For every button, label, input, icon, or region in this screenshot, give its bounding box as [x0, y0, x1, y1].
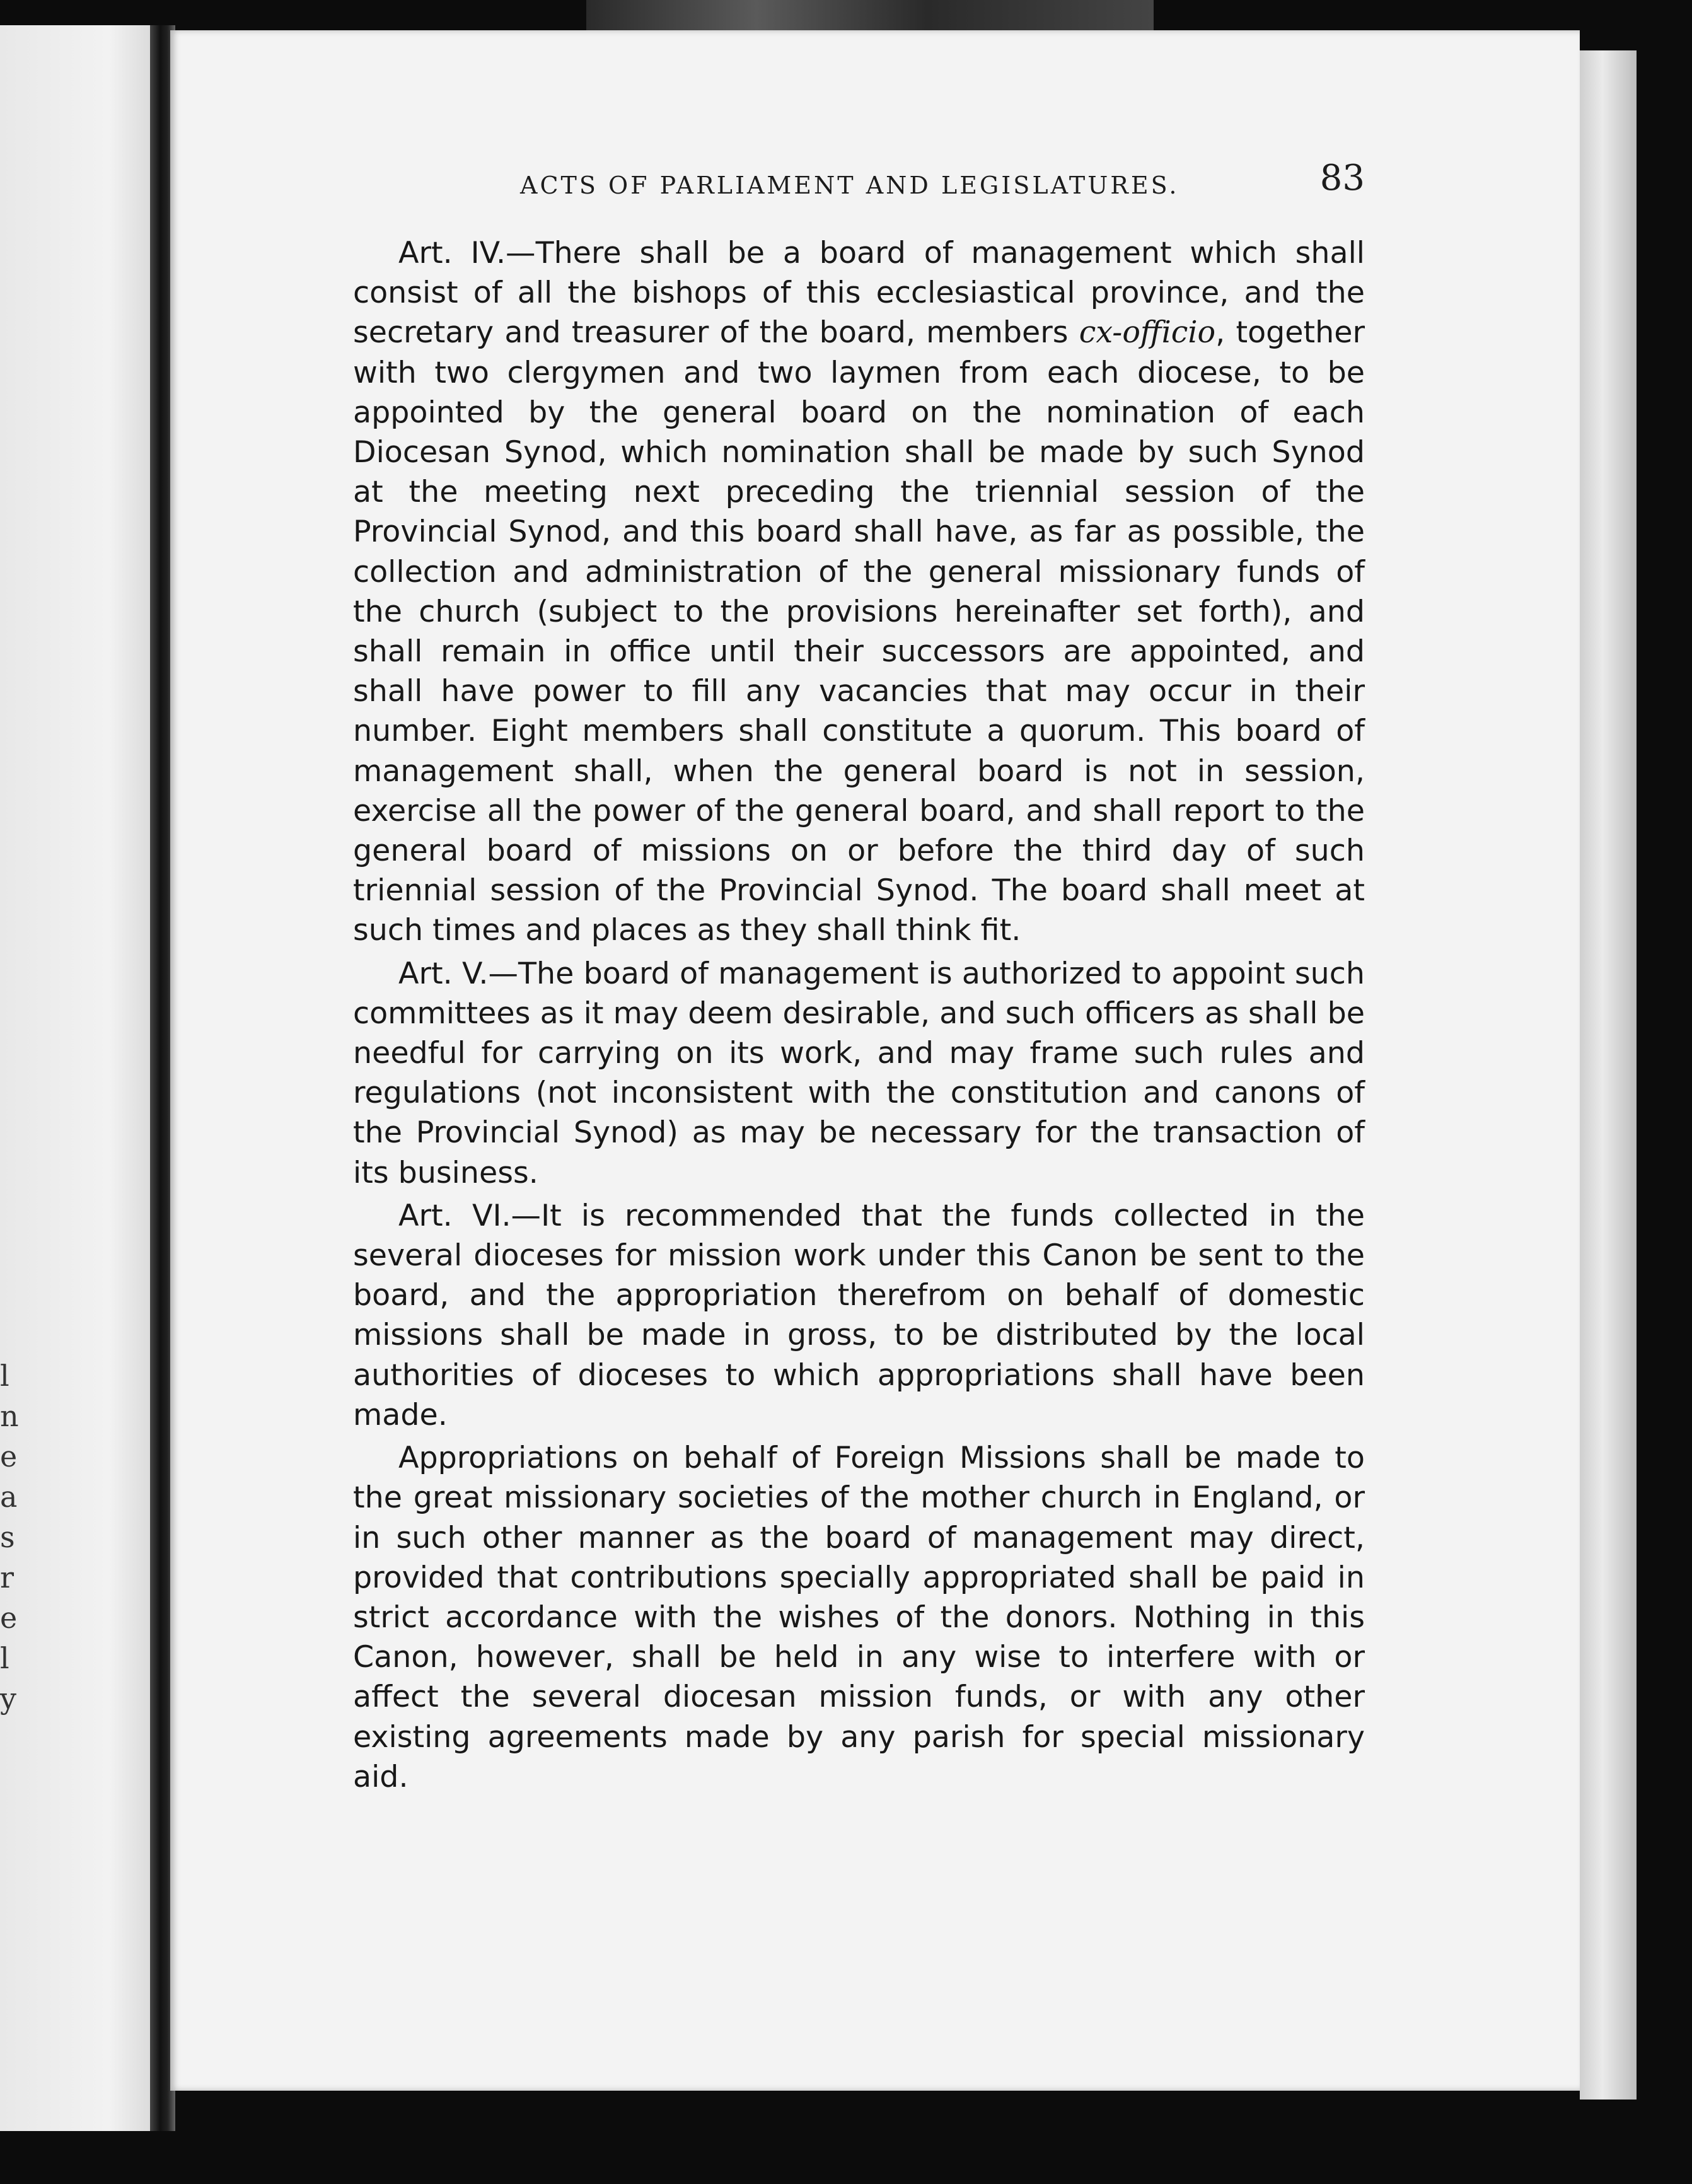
article-v: [353, 954, 1365, 1193]
article-label: Art. V.—: [398, 956, 519, 991]
facing-page-edge: [0, 25, 156, 2131]
article-text: It is recommended that the funds collected in the several dioceses for mission work under this Canon be sent to the board, and the appropriation therefrom on behalf of domestic missions shall be made in gross, to be distributed by the local authorities of dioceses to which appropriations shall have been made.: [353, 1198, 1365, 1432]
page-number: 83: [1319, 158, 1365, 199]
running-head: ACTS OF PARLIAMENT AND LEGISLATURES.: [520, 171, 1179, 199]
article-text: The board of management is authorized to appoint such committees as it may deem desirable, and such officers as shall be needful for carrying on its work, and may frame such rules and regulations (not inconsistent with the constitution and canons of the Provincial Synod) as may be necessary for the transaction of its business.: [353, 956, 1365, 1190]
foreign-missions-paragraph: [353, 1438, 1365, 1797]
scan-border-strip: [586, 0, 1154, 32]
fragment-char: l: [0, 1641, 9, 1675]
article-iv: [353, 233, 1365, 951]
article-label: Art. IV.—: [398, 236, 536, 270]
italic-term: cx-officio: [1079, 315, 1216, 351]
page-stack-edge: [1580, 50, 1637, 2100]
fragment-char: l: [0, 1359, 9, 1393]
article-label: Art. VI.—: [398, 1198, 542, 1233]
article-vi: [353, 1196, 1365, 1435]
facing-page-fragments: [0, 1356, 19, 1719]
fragment-char: e: [0, 1601, 18, 1635]
fragment-char: n: [0, 1399, 19, 1433]
fragment-char: y: [0, 1682, 16, 1716]
article-text: , together with two clergymen and two laymen from each diocese, to be appointed by the general board on the nomination of each Diocesan Synod, which nomination shall be made by such Synod at the meeting next preceding the triennial session of the Provincial Synod, and this board shall have, as far as possible, the collection and administration of the general missionary funds of the church (subject to the provisions hereinafter set forth), and shall remain in office until their successors are appointed, and shall have power to fill any vacancies that may occur in their number. Eight members shall constitute a quorum. This board of management shall, when the general board is not in session, exercise all the power of the general board, and shall report to the general board of missions on or before the third day of such triennial session of the Provincial Synod. The board shall meet at such times and places as they shall think fit.: [353, 315, 1365, 948]
article-text: There shall be a board of management which shall consist of all the bishops of this ecclesiastical province, and the secretary and treasurer of the board, members: [353, 236, 1365, 351]
fragment-char: r: [0, 1560, 14, 1594]
fragment-char: e: [0, 1439, 18, 1473]
fragment-char: s: [0, 1520, 15, 1554]
page-body: [353, 233, 1365, 1800]
paragraph-text: Appropriations on behalf of Foreign Missions shall be made to the great missionary societies of the mother church in England, or in such other manner as the board of management may direct, provided that contributions specially appropriated shall be paid in strict accordance with the wishes of the donors. Nothing in this Canon, however, shall be held in any wise to interfere with or affect the several diocesan mission funds, or with any other existing agreements made by any parish for special missionary aid.: [353, 1441, 1365, 1794]
fragment-char: a: [0, 1480, 18, 1514]
